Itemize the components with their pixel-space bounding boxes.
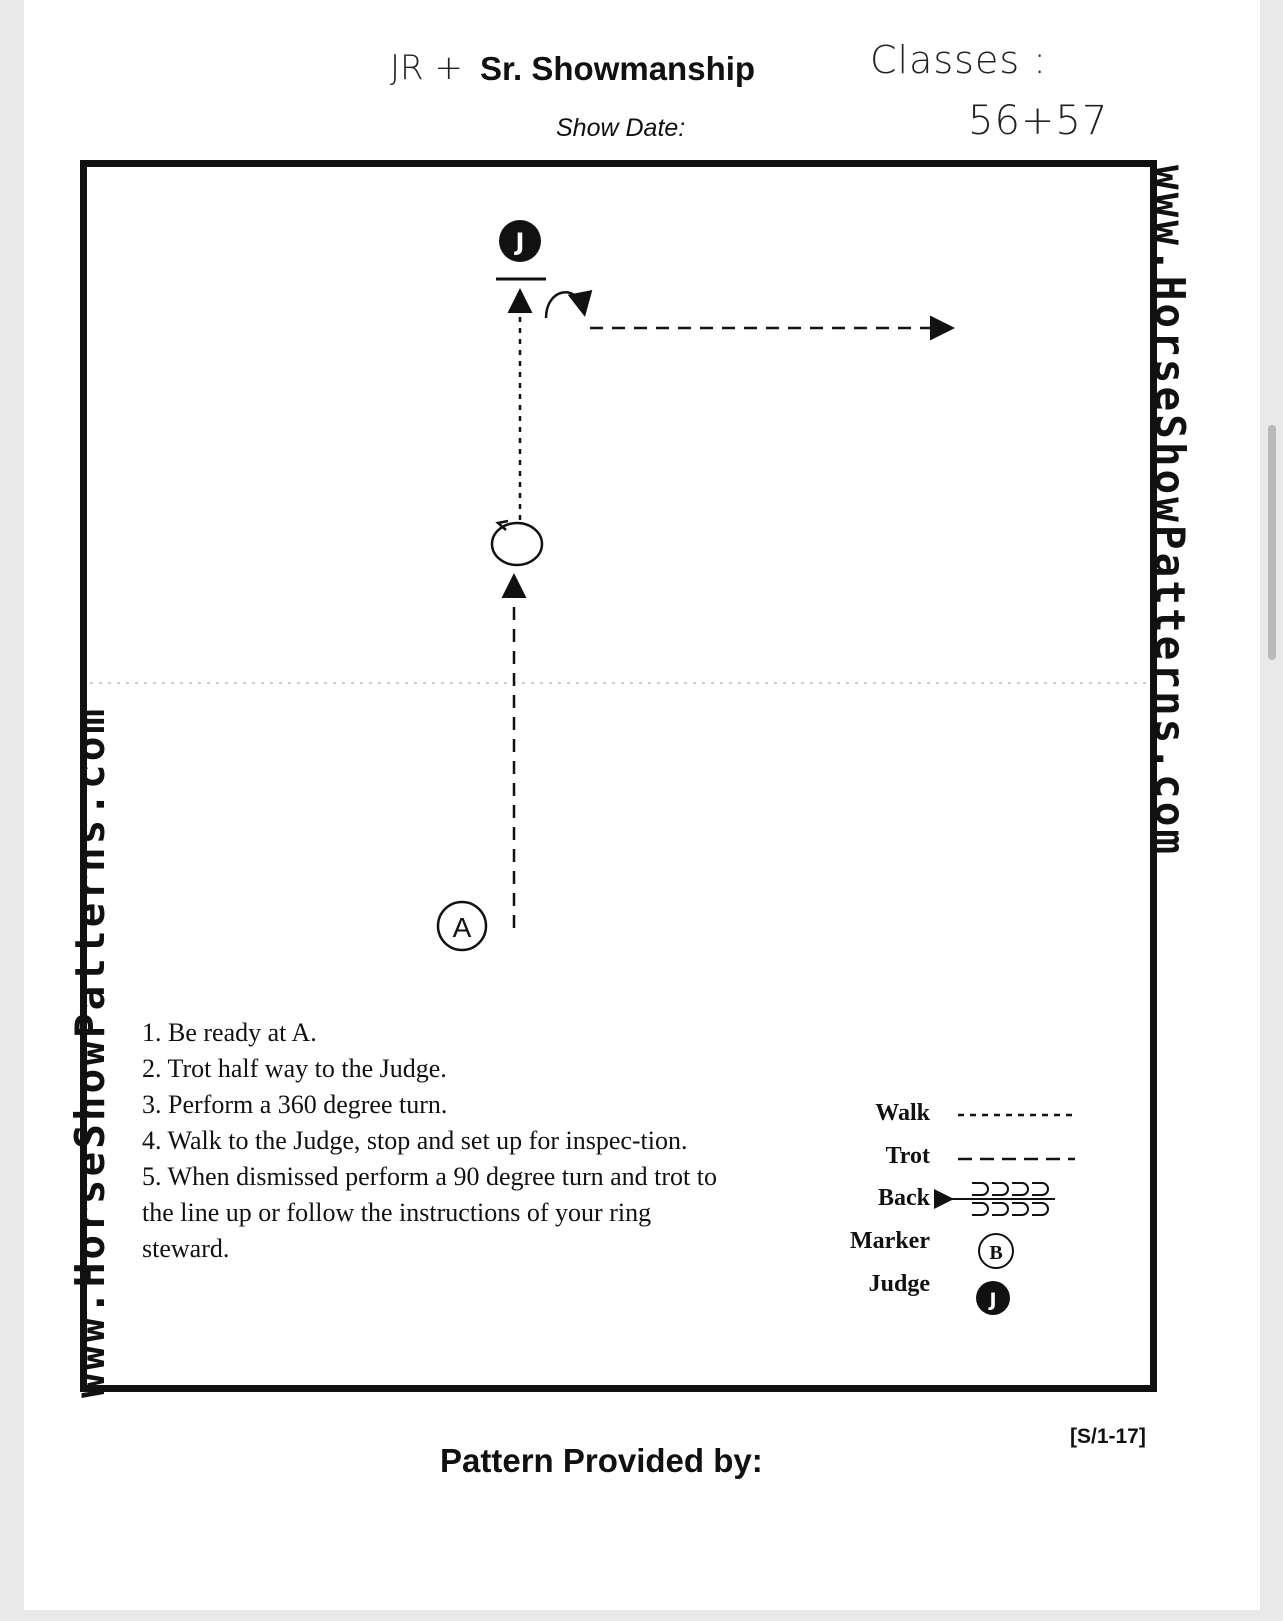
instruction-step: 2. Trot half way to the Judge. (142, 1054, 447, 1083)
instruction-step: 4. Walk to the Judge, stop and set up for inspec-tion. (142, 1126, 688, 1155)
instruction-step: 5. When dismissed perform a 90 degree turn and trot to the line up or follow the instructions of your ring steward. (142, 1162, 717, 1263)
legend-marker-label: Marker (850, 1228, 930, 1254)
turn-90-path (546, 292, 584, 318)
pattern-code: [S/1-17] (1070, 1425, 1146, 1448)
provided-by-label: Pattern Provided by: (440, 1442, 763, 1479)
page-title: Sr. Showmanship (480, 50, 756, 87)
classes-value: 56+57 (968, 98, 1109, 144)
judge-marker (499, 220, 541, 262)
title-handwritten-prefix: JR + (390, 48, 463, 88)
side-url-right: www.HorseShowPatterns.com (1146, 165, 1194, 858)
legend-judge-label: Judge (868, 1271, 930, 1297)
classes-label: Classes : (870, 38, 1048, 82)
legend-judge-symbol (976, 1281, 1010, 1315)
legend-back-symbol (950, 1183, 1055, 1215)
instructions-list (142, 1015, 722, 1267)
svg-text:J: J (989, 1289, 997, 1311)
turn-360-path (492, 523, 542, 565)
svg-text:J: J (515, 228, 525, 256)
svg-text:B: B (989, 1242, 1003, 1264)
legend-back-label: Back (877, 1185, 930, 1211)
start-marker-a (438, 902, 486, 950)
legend-marker-symbol (979, 1234, 1013, 1268)
instruction-step: 3. Perform a 360 degree turn. (142, 1090, 448, 1119)
legend-trot-label: Trot (885, 1143, 930, 1169)
instruction-step: 1. Be ready at A. (142, 1018, 317, 1047)
svg-text:A: A (452, 912, 472, 943)
show-date-label: Show Date: (556, 114, 686, 142)
side-url-left: www.HorseShowPatterns.com (66, 705, 114, 1398)
legend-walk-label: Walk (875, 1100, 930, 1126)
